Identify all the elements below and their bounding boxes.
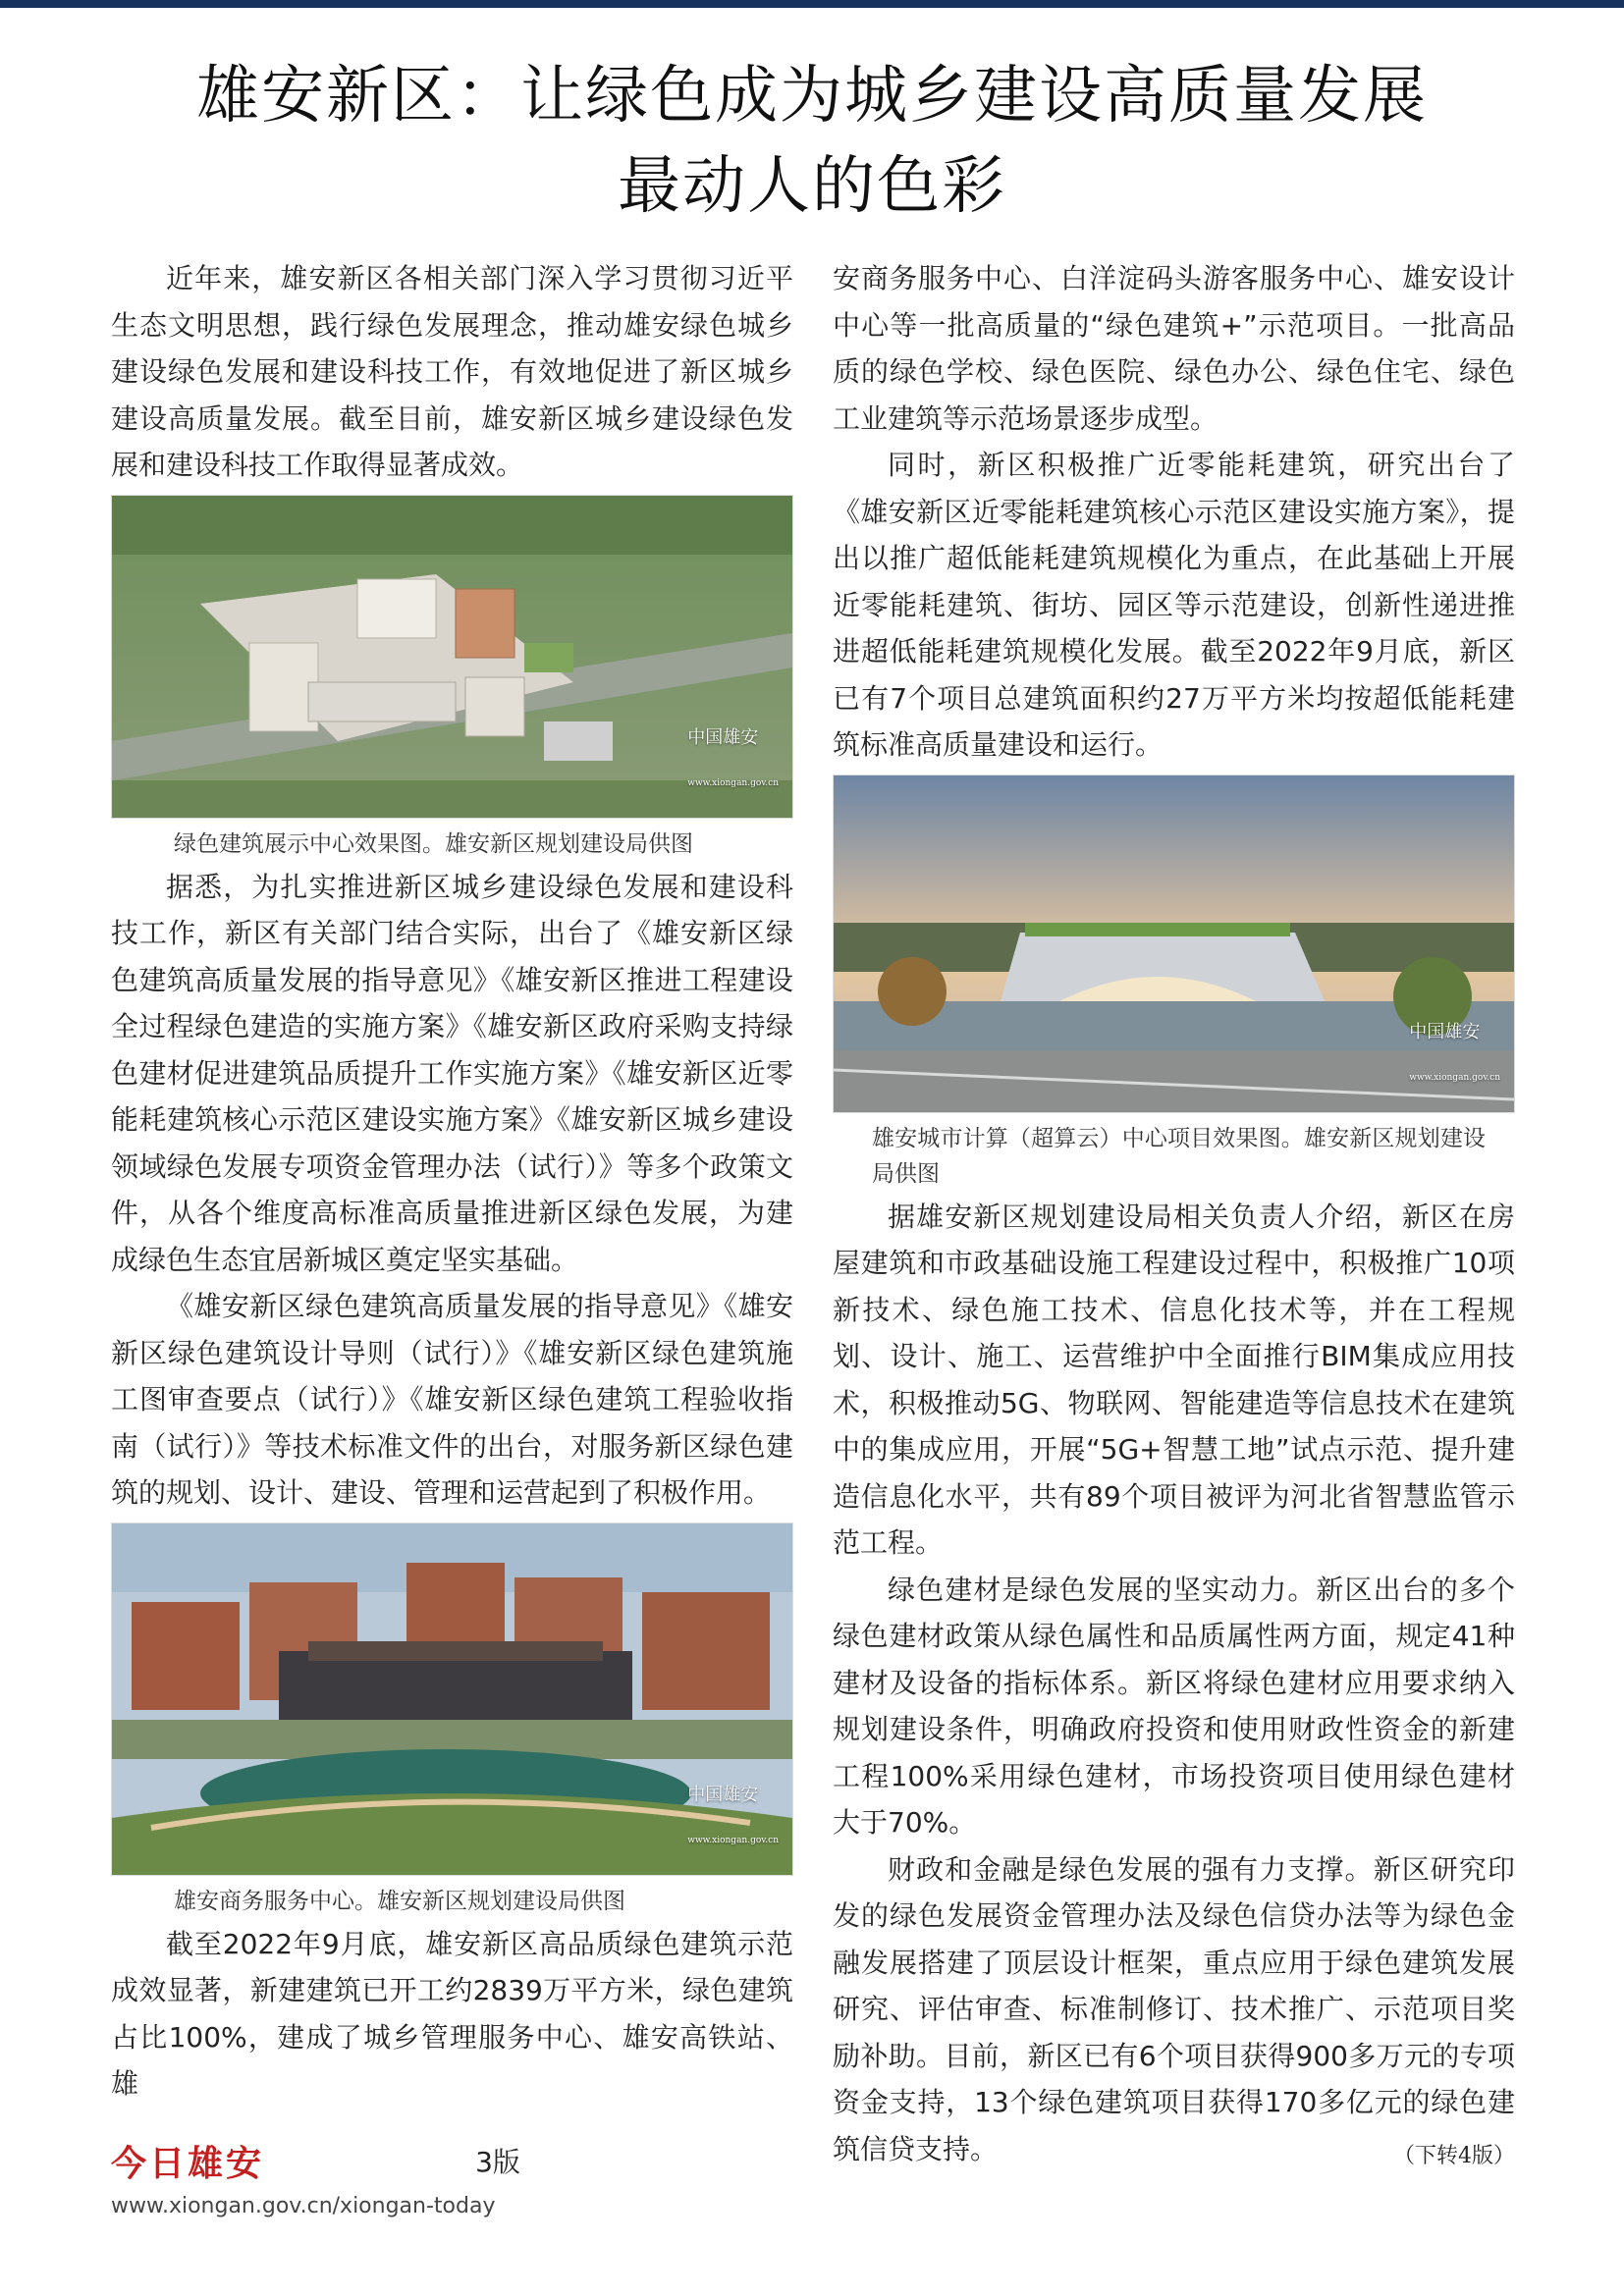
paragraph: 安商务服务中心、白洋淀码头游客服务中心、雄安设计中心等一批高质量的“绿色建筑+”示范项目。一批高品质的绿色学校、绿色医院、绿色办公、绿色住宅、绿色工业建筑等示范场景逐步成型。 (833, 262, 1515, 435)
paragraph: 据悉，为扎实推进新区城乡建设绿色发展和建设科技工作，新区有关部门结合实际，出台了《雄安新区绿色建筑高质量发展的指导意见》《雄安新区推进工程建设全过程绿色建造的实施方案》《雄安新区政府采购支持绿色建材促进建筑品质提升工作实施方案》《雄安新区近零能耗建筑核心示范区建设实施方案》《雄安新区城乡建设领域绿色发展专项资金管理办法（试行）》等多个政策文件，从各个维度高标准高质量推进新区绿色发展，为建成绿色生态宜居新城区奠定坚实基础。 (111, 870, 793, 1276)
paragraph: 据雄安新区规划建设局相关负责人介绍，新区在房屋建筑和市政基础设施工程建设过程中，积极推广10项新技术、绿色施工技术、信息化技术等，并在工程规划、设计、施工、运营维护中全面推行BIM集成应用技术，积极推动5G、物联网、智能建造等信息技术在建筑中的集成应用，开展“5G+智慧工地”试点示范、提升建造信息化水平，共有89个项目被评为河北省智慧监管示范工程。 (833, 1200, 1515, 1559)
watermark: 中国雄安 www.xiongan.gov.cn (1409, 1021, 1500, 1083)
photo-supercomputing-center (833, 774, 1515, 1113)
page-number: 3版 (475, 2146, 520, 2178)
figure-caption: 绿色建筑展示中心效果图。雄安新区规划建设局供图 (174, 830, 693, 857)
paragraph: 《雄安新区绿色建筑高质量发展的指导意见》《雄安新区绿色建筑设计导则（试行）》《雄安新区绿色建筑施工图审查要点（试行）》《雄安新区绿色建筑工程验收指南（试行）》等技术标准文件的出台，对服务新区绿色建筑的规划、设计、建设、管理和运营起到了积极作用。 (111, 1290, 793, 1509)
brand-logo: 今日雄安 (111, 2143, 265, 2184)
page-title (0, 51, 1624, 232)
figure-caption: 雄安城市计算（超算云）中心项目效果图。雄安新区规划建设局供图 (872, 1125, 1486, 1187)
photo-business-service-center (111, 1522, 793, 1876)
left-column (111, 255, 793, 2108)
photo-green-building-center (111, 495, 793, 819)
watermark: 中国雄安 www.xiongan.gov.cn (687, 1784, 779, 1845)
figure-green-building-center (111, 495, 793, 862)
paragraph: 财政和金融是绿色发展的强有力支撑。新区研究印发的绿色发展资金管理办法及绿色信贷办法等为绿色金融发展搭建了顶层设计框架，重点应用于绿色建筑发展研究、评估审查、标准制修订、技术推广、示范项目奖励补助。目前，新区已有6个项目获得900多万元的专项资金支持，13个绿色建筑项目获得170多亿元的绿色建筑信贷支持。 (833, 1852, 1515, 2165)
paragraph: 截至2022年9月底，雄安新区高品质绿色建筑示范成效显著，新建建筑已开工约2839万平方米，绿色建筑占比100%，建成了城乡管理服务中心、雄安高铁站、雄 (111, 1927, 793, 2100)
figure-business-service-center (111, 1522, 793, 1919)
watermark: 中国雄安 www.xiongan.gov.cn (687, 726, 779, 788)
right-column (833, 255, 1515, 2180)
top-bar (0, 0, 1624, 8)
title-line-2: 最动人的色彩 (618, 150, 1006, 223)
continued-note: （下转4版） (1393, 2144, 1515, 2168)
figure-caption: 雄安商务服务中心。雄安新区规划建设局供图 (174, 1888, 625, 1914)
title-line-1: 雄安新区：让绿色成为城乡建设高质量发展 (196, 60, 1428, 133)
paragraph: 近年来，雄安新区各相关部门深入学习贯彻习近平生态文明思想，践行绿色发展理念，推动雄安绿色城乡建设绿色发展和建设科技工作，有效地促进了新区城乡建设高质量发展。截至目前，雄安新区城乡建设绿色发展和建设科技工作取得显著成效。 (111, 262, 793, 481)
footer-url: www.xiongan.gov.cn/xiongan-today (111, 2194, 496, 2218)
footer (111, 2136, 700, 2218)
paragraph: 绿色建材是绿色发展的坚实动力。新区出台的多个绿色建材政策从绿色属性和品质属性两方面，规定41种建材及设备的指标体系。新区将绿色建材应用要求纳入规划建设条件，明确政府投资和使用财政性资金的新建工程100%采用绿色建材，市场投资项目使用绿色建材大于70%。 (833, 1573, 1515, 1839)
figure-supercomputing-center (833, 774, 1515, 1192)
paragraph: 同时，新区积极推广近零能耗建筑，研究出台了《雄安新区近零能耗建筑核心示范区建设实施方案》，提出以推广超低能耗建筑规模化为重点，在此基础上开展近零能耗建筑、街坊、园区等示范建设，创新性递进推进超低能耗建筑规模化发展。截至2022年9月底，新区已有7个项目总建筑面积约27万平方米均按超低能耗建筑标准高质量建设和运行。 (833, 449, 1515, 761)
